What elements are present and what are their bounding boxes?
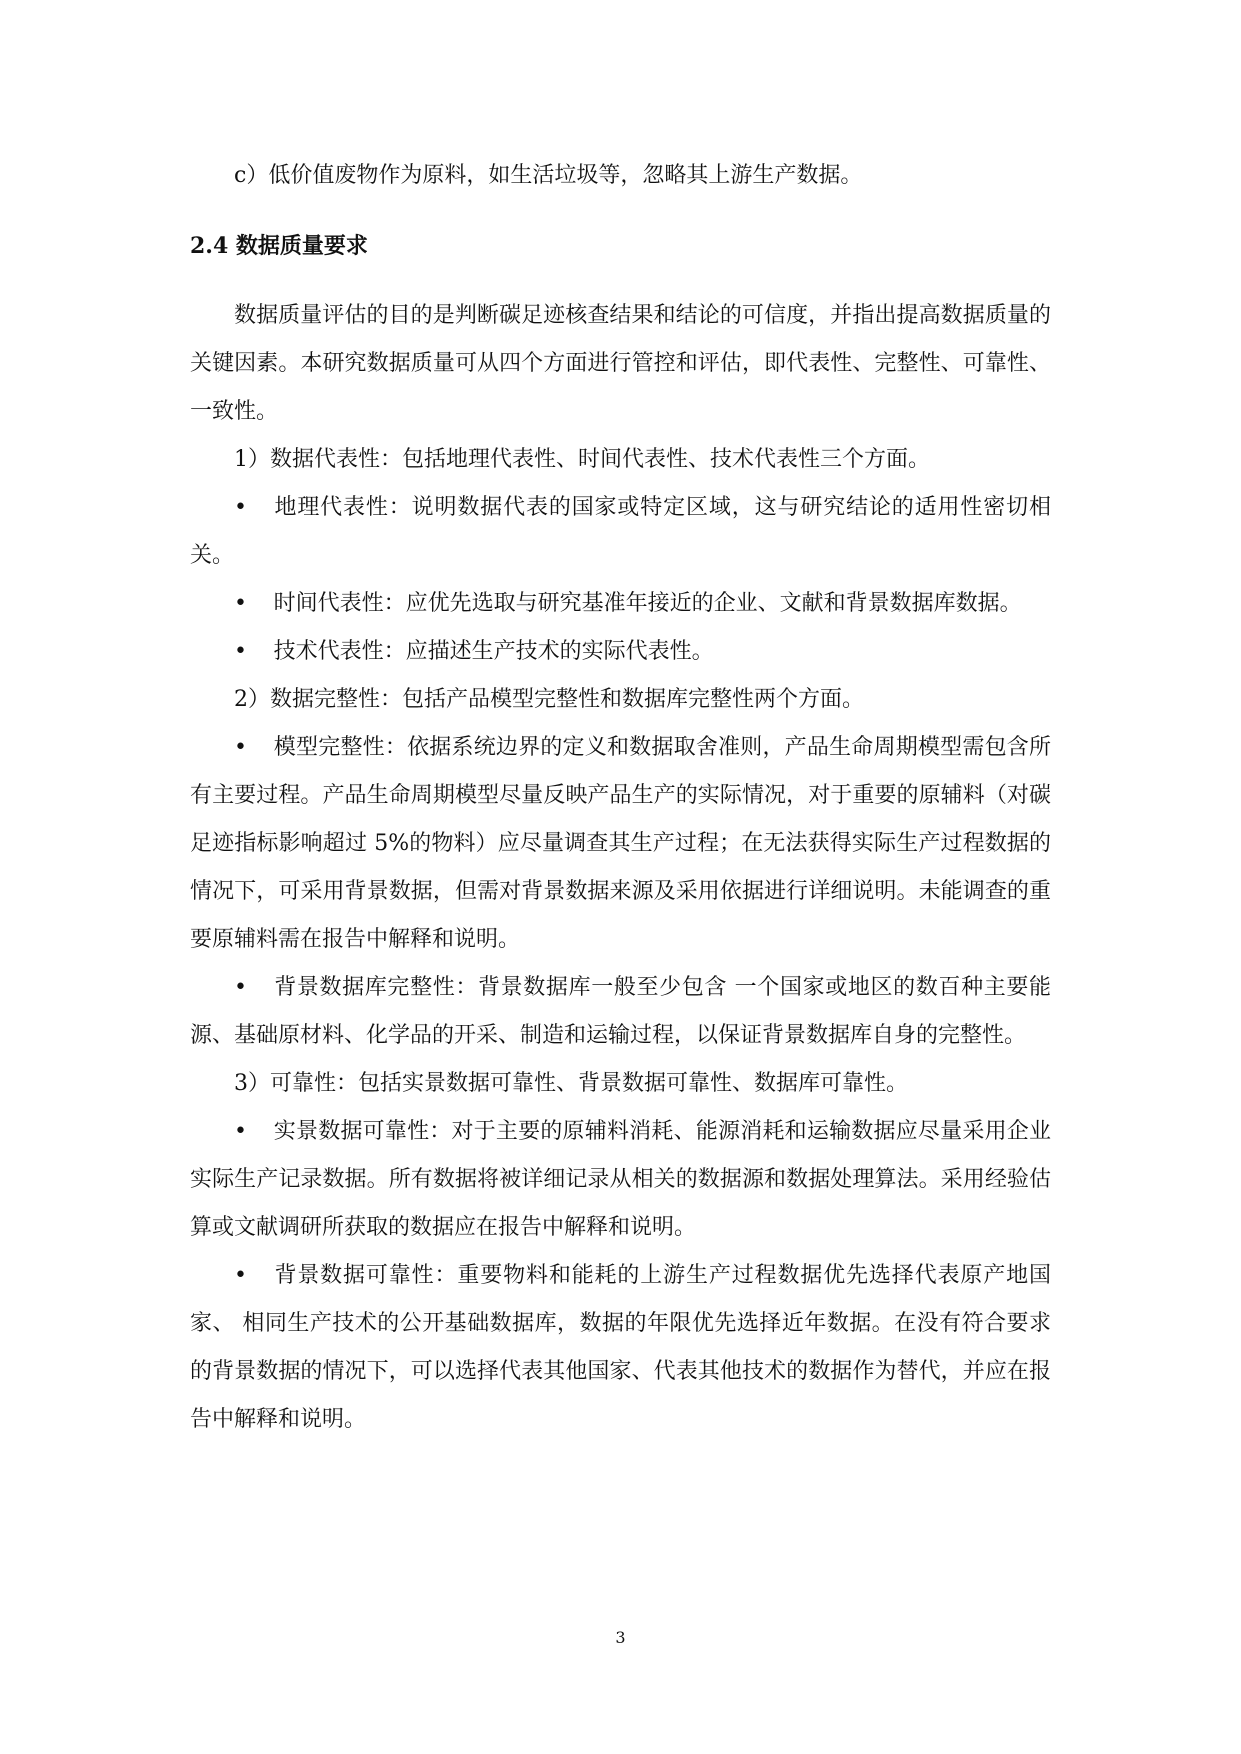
bullet-temporal xyxy=(190,580,1051,628)
bullet-background-data-text: 背景数据可靠性：重要物料和能耗的上游生产过程数据优先选择代表原产地国家、 相同生产技术的公开基础数据库，数据的年限优先选择近年数据。在没有符合要求的背景数据的情况下，可以选择代表其他国家、代表其他技术的数据作为替代，并应在报告中解释和说明。 xyxy=(190,1263,1051,1432)
bullet-temporal-text: 时间代表性：应优先选取与研究基准年接近的企业、文献和背景数据库数据。 xyxy=(273,591,1022,616)
bullet-model-text: 模型完整性：依据系统边界的定义和数据取舍准则，产品生命周期模型需包含所有主要过程。产品生命周期模型尽量反映产品生产的实际情况，对于重要的原辅料（对碳足迹指标影响超过 5%的物料）应尽量调查其生产过程；在无法获得实际生产过程数据的情况下，可采用背景数据，但需对背景数据来源及采用依据进行详细说明。未能调查的重要原辅料需在报告中解释和说明。 xyxy=(190,735,1051,952)
item-1-paragraph: 1）数据代表性：包括地理代表性、时间代表性、技术代表性三个方面。 xyxy=(234,447,930,472)
bullet-mark: • xyxy=(234,495,247,520)
intro-paragraph: 数据质量评估的目的是判断碳足迹核查结果和结论的可信度，并指出提高数据质量的关键因素。本研究数据质量可从四个方面进行管控和评估，即代表性、完整性、可靠性、一致性。 xyxy=(190,303,1051,424)
bullet-database xyxy=(190,964,1051,1060)
bullet-geographic-text: 地理代表性：说明数据代表的国家或特定区域，这与研究结论的适用性密切相关。 xyxy=(190,495,1051,568)
page-number: 3 xyxy=(615,1628,626,1647)
item-3-paragraph: 3）可靠性：包括实景数据可靠性、背景数据可靠性、数据库可靠性。 xyxy=(234,1071,908,1096)
item-2-paragraph: 2）数据完整性：包括产品模型完整性和数据库完整性两个方面。 xyxy=(234,687,864,712)
bullet-real-data-text: 实景数据可靠性：对于主要的原辅料消耗、能源消耗和运输数据应尽量采用企业实际生产记录数据。所有数据将被详细记录从相关的数据源和数据处理算法。采用经验估算或文献调研所获取的数据应在报告中解释和说明。 xyxy=(190,1119,1051,1240)
bullet-model xyxy=(190,724,1051,964)
item-c-paragraph: c）低价值废物作为原料，如生活垃圾等，忽略其上游生产数据。 xyxy=(234,163,863,188)
bullet-technology-text: 技术代表性：应描述生产技术的实际代表性。 xyxy=(273,639,714,664)
bullet-geographic xyxy=(190,484,1051,580)
bullet-technology xyxy=(190,628,1051,676)
bullet-mark: • xyxy=(234,1119,247,1144)
bullet-mark: • xyxy=(234,639,247,664)
bullet-real-data xyxy=(190,1108,1051,1252)
section-heading: 2.4 数据质量要求 xyxy=(190,233,368,259)
bullet-mark: • xyxy=(234,975,247,1000)
bullet-mark: • xyxy=(234,1263,247,1288)
bullet-mark: • xyxy=(234,591,247,616)
bullet-mark: • xyxy=(234,735,247,760)
bullet-database-text: 背景数据库完整性：背景数据库一般至少包含 一个国家或地区的数百种主要能源、基础原材料、化学品的开采、制造和运输过程，以保证背景数据库自身的完整性。 xyxy=(190,975,1051,1048)
bullet-background-data xyxy=(190,1252,1051,1444)
